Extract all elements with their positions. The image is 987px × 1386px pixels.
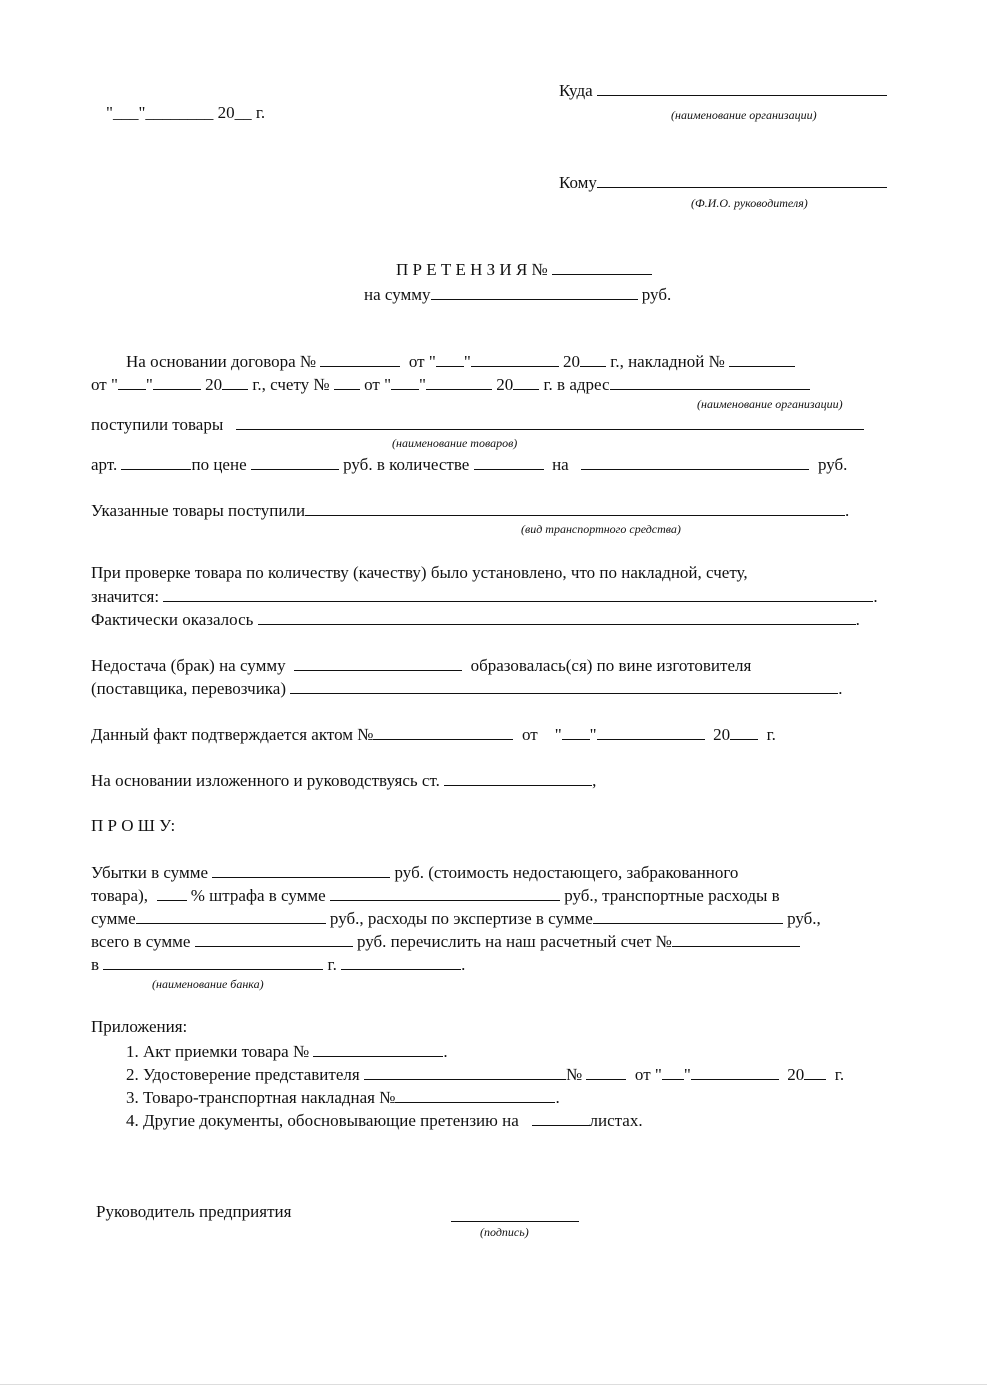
claim-amount-field[interactable] xyxy=(431,284,638,300)
date-line: "___"________ 20__ г. xyxy=(106,103,266,122)
request-line-1: Убытки в сумме руб. (стоимость недостающего, забракованного xyxy=(91,863,739,882)
to-whom-caption: (Ф.И.О. руководителя) xyxy=(691,196,808,210)
actual-field[interactable] xyxy=(258,609,856,625)
to-whom-label: Кому xyxy=(559,173,597,192)
bank-name-field[interactable] xyxy=(103,954,323,970)
transport-caption: (вид транспортного средства) xyxy=(521,522,681,536)
claim-number-field[interactable] xyxy=(552,259,652,275)
basis-line-2: от " " 20 г., счету № от " " 20 г. в адрес xyxy=(91,374,810,395)
quantity-field[interactable] xyxy=(474,454,544,470)
invoice-day-field[interactable] xyxy=(391,374,419,390)
appendix-item-3: 3. Товаро-транспортная накладная № . xyxy=(126,1088,560,1107)
penalty-percent-field[interactable] xyxy=(157,885,187,901)
article-number-field[interactable] xyxy=(444,770,592,786)
shortage-line-1: Недостача (брак) на сумму образовалась(ся) по вине изготовителя xyxy=(91,656,752,675)
invoice-year-field[interactable] xyxy=(513,374,539,390)
acceptance-act-number-field[interactable] xyxy=(313,1041,443,1057)
representative-field[interactable] xyxy=(364,1064,566,1080)
to-whom-field[interactable] xyxy=(597,172,887,188)
to-whom-line xyxy=(559,172,887,193)
invoice-number-field[interactable] xyxy=(334,374,360,390)
contract-day-field[interactable] xyxy=(436,351,464,367)
act-day-field[interactable] xyxy=(562,724,590,740)
shortage-line-2: (поставщика, перевозчика) . xyxy=(91,679,843,698)
recipient-org-field[interactable] xyxy=(610,374,810,390)
check-line-3: Фактически оказалось . xyxy=(91,610,860,629)
recipient-org-caption: (наименование организации) xyxy=(697,397,843,411)
act-month-field[interactable] xyxy=(597,724,705,740)
basis-line-4: арт. по цене руб. в количестве на руб. xyxy=(91,455,848,474)
basis-line-3: поступили товары xyxy=(91,414,864,435)
waybill-ttn-number-field[interactable] xyxy=(395,1087,555,1103)
request-line-3: сумме руб., расходы по экспертизе в сумме руб., xyxy=(91,909,821,928)
claim-amount-line: на сумму руб. xyxy=(364,285,672,304)
signature-field[interactable] xyxy=(451,1206,579,1222)
request-line-5: в г. . xyxy=(91,955,466,974)
expertise-costs-field[interactable] xyxy=(593,908,783,924)
act-line: Данный факт подтверждается актом № от " " 20 г. xyxy=(91,725,776,744)
to-where-caption: (наименование организации) xyxy=(671,108,817,122)
invoice-month-field[interactable] xyxy=(426,374,492,390)
certificate-number-field[interactable] xyxy=(586,1064,626,1080)
check-line-2: значится: . xyxy=(91,587,878,606)
losses-amount-field[interactable] xyxy=(212,862,390,878)
bank-city-field[interactable] xyxy=(341,954,461,970)
certificate-month-field[interactable] xyxy=(691,1064,779,1080)
transport-type-field[interactable] xyxy=(305,500,845,516)
responsible-party-field[interactable] xyxy=(290,678,838,694)
act-year-field[interactable] xyxy=(730,724,758,740)
basis-line-1: На основании договора № от " " 20 г., накладной № xyxy=(126,351,795,372)
contract-number-field[interactable] xyxy=(320,351,400,367)
certificate-year-field[interactable] xyxy=(804,1064,826,1080)
to-where-field[interactable] xyxy=(597,80,887,96)
shortage-amount-field[interactable] xyxy=(294,655,462,671)
appendix-item-1: 1. Акт приемки товара № . xyxy=(126,1042,448,1061)
waybill-number-field[interactable] xyxy=(729,351,795,367)
appendix-item-2: 2. Удостоверение представителя № от " " 20 г. xyxy=(126,1065,845,1084)
request-heading: П Р О Ш У: xyxy=(91,816,176,835)
waybill-day-field[interactable] xyxy=(118,374,146,390)
bank-name-caption: (наименование банка) xyxy=(152,977,264,991)
check-line-1: При проверке товара по количеству (качеству) было установлено, что по накладной, счету, xyxy=(91,563,748,582)
bank-account-field[interactable] xyxy=(672,931,800,947)
goods-total-field[interactable] xyxy=(581,454,809,470)
appendix-item-4: 4. Другие документы, обосновывающие претензию на листах. xyxy=(126,1111,643,1130)
appendix-heading: Приложения: xyxy=(91,1017,188,1036)
total-amount-field[interactable] xyxy=(195,931,353,947)
listed-field[interactable] xyxy=(163,586,873,602)
waybill-month-field[interactable] xyxy=(153,374,201,390)
to-where-line xyxy=(559,80,887,101)
transport-costs-field[interactable] xyxy=(136,908,326,924)
certificate-day-field[interactable] xyxy=(662,1064,684,1080)
to-where-label: Куда xyxy=(559,81,593,100)
contract-month-field[interactable] xyxy=(471,351,559,367)
grounds-line: На основании изложенного и руководствуясь ст. , xyxy=(91,771,597,790)
request-line-4: всего в сумме руб. перечислить на наш расчетный счет № xyxy=(91,931,800,952)
page-bottom-border xyxy=(0,1384,987,1385)
goods-name-caption: (наименование товаров) xyxy=(392,436,518,450)
price-field[interactable] xyxy=(251,454,339,470)
act-number-field[interactable] xyxy=(373,724,513,740)
request-line-2: товара), % штрафа в сумме руб., транспортные расходы в xyxy=(91,886,780,905)
waybill-year-field[interactable] xyxy=(222,374,248,390)
contract-year-field[interactable] xyxy=(580,351,606,367)
claim-title: П Р Е Т Е Н З И Я № xyxy=(396,259,652,280)
sheets-count-field[interactable] xyxy=(532,1110,590,1126)
transport-line: Указанные товары поступили . xyxy=(91,501,850,520)
signature-caption: (подпись) xyxy=(480,1225,529,1239)
goods-name-field[interactable] xyxy=(236,414,864,430)
penalty-amount-field[interactable] xyxy=(330,885,560,901)
signature-label: Руководитель предприятия xyxy=(96,1202,292,1221)
article-field[interactable] xyxy=(121,454,191,470)
